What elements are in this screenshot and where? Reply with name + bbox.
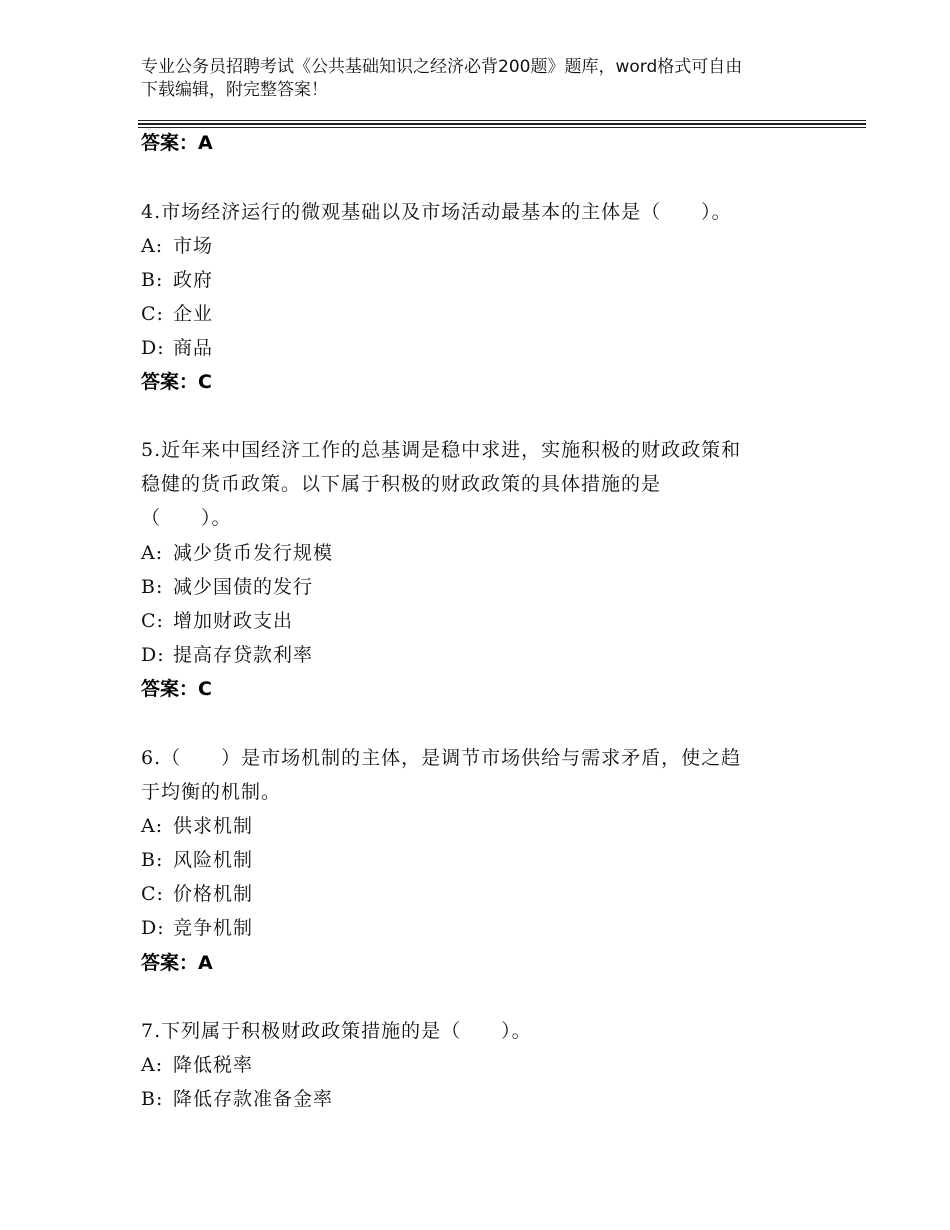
question-stem-line: 于均衡的机制。 (141, 781, 282, 803)
header-rule-bottom (138, 127, 866, 128)
header-line-1: 专业公务员招聘考试《公共基础知识之经济必背200题》题库，word格式可自由 (141, 57, 743, 77)
header-rule-top (138, 120, 866, 121)
question-4-option-c (141, 297, 213, 331)
question-4-stem (141, 195, 801, 229)
option-label: A: (141, 815, 164, 837)
option-label: A: (141, 235, 164, 257)
option-text: 企业 (173, 303, 214, 325)
option-text: 竞争机制 (173, 917, 254, 939)
question-stem-line: 6.（ ）是市场机制的主体，是调节市场供给与需求矛盾，使之趋 (141, 747, 742, 769)
question-4-answer: 答案：C (141, 371, 212, 393)
option-label: B: (141, 576, 164, 598)
page-header (141, 56, 821, 102)
question-6-answer: 答案：A (141, 952, 213, 974)
option-text: 减少货币发行规模 (173, 542, 334, 564)
question-5-stem (141, 433, 801, 535)
question-4-option-b (141, 263, 213, 297)
question-stem-line: 4.市场经济运行的微观基础以及市场活动最基本的主体是（ ）。 (141, 201, 732, 223)
previous-answer: 答案：A (141, 132, 213, 154)
option-label: B: (141, 1088, 164, 1110)
question-6-option-a (141, 809, 253, 843)
option-text: 价格机制 (173, 883, 254, 905)
question-7-option-b (141, 1082, 333, 1116)
option-text: 减少国债的发行 (173, 576, 314, 598)
question-stem-line: （ ）。 (141, 507, 232, 529)
option-text: 政府 (173, 269, 214, 291)
question-6-option-b (141, 843, 253, 877)
question-5-option-b (141, 570, 313, 604)
option-label: A: (141, 1054, 164, 1076)
question-5-option-c (141, 604, 293, 638)
option-label: B: (141, 269, 164, 291)
option-text: 降低税率 (173, 1054, 254, 1076)
question-5-option-d (141, 638, 313, 672)
question-stem-line: 5.近年来中国经济工作的总基调是稳中求进，实施积极的财政政策和 (141, 439, 742, 461)
question-4-option-d (141, 331, 213, 365)
option-text: 风险机制 (173, 849, 254, 871)
option-label: D: (141, 917, 165, 939)
option-text: 提高存贷款利率 (173, 644, 314, 666)
option-label: C: (141, 303, 164, 325)
question-stem-line: 7.下列属于积极财政政策措施的是（ ）。 (141, 1020, 532, 1042)
header-rule-middle (138, 123, 866, 125)
question-6-stem (141, 741, 801, 809)
question-6-option-d (141, 911, 253, 945)
option-label: C: (141, 883, 164, 905)
option-text: 商品 (173, 337, 214, 359)
question-5-option-a (141, 536, 333, 570)
option-label: D: (141, 644, 165, 666)
question-5-answer: 答案：C (141, 678, 212, 700)
option-text: 市场 (173, 235, 214, 257)
option-text: 增加财政支出 (173, 610, 294, 632)
option-text: 供求机制 (173, 815, 254, 837)
question-7-option-a (141, 1048, 253, 1082)
question-stem-line: 稳健的货币政策。以下属于积极的财政政策的具体措施的是 (141, 473, 662, 495)
option-label: D: (141, 337, 165, 359)
option-text: 降低存款准备金率 (173, 1088, 334, 1110)
option-label: A: (141, 542, 164, 564)
header-line-2: 下载编辑，附完整答案！ (141, 80, 328, 100)
option-label: C: (141, 610, 164, 632)
question-7-stem (141, 1014, 801, 1048)
question-4-option-a (141, 229, 213, 263)
option-label: B: (141, 849, 164, 871)
question-6-option-c (141, 877, 253, 911)
